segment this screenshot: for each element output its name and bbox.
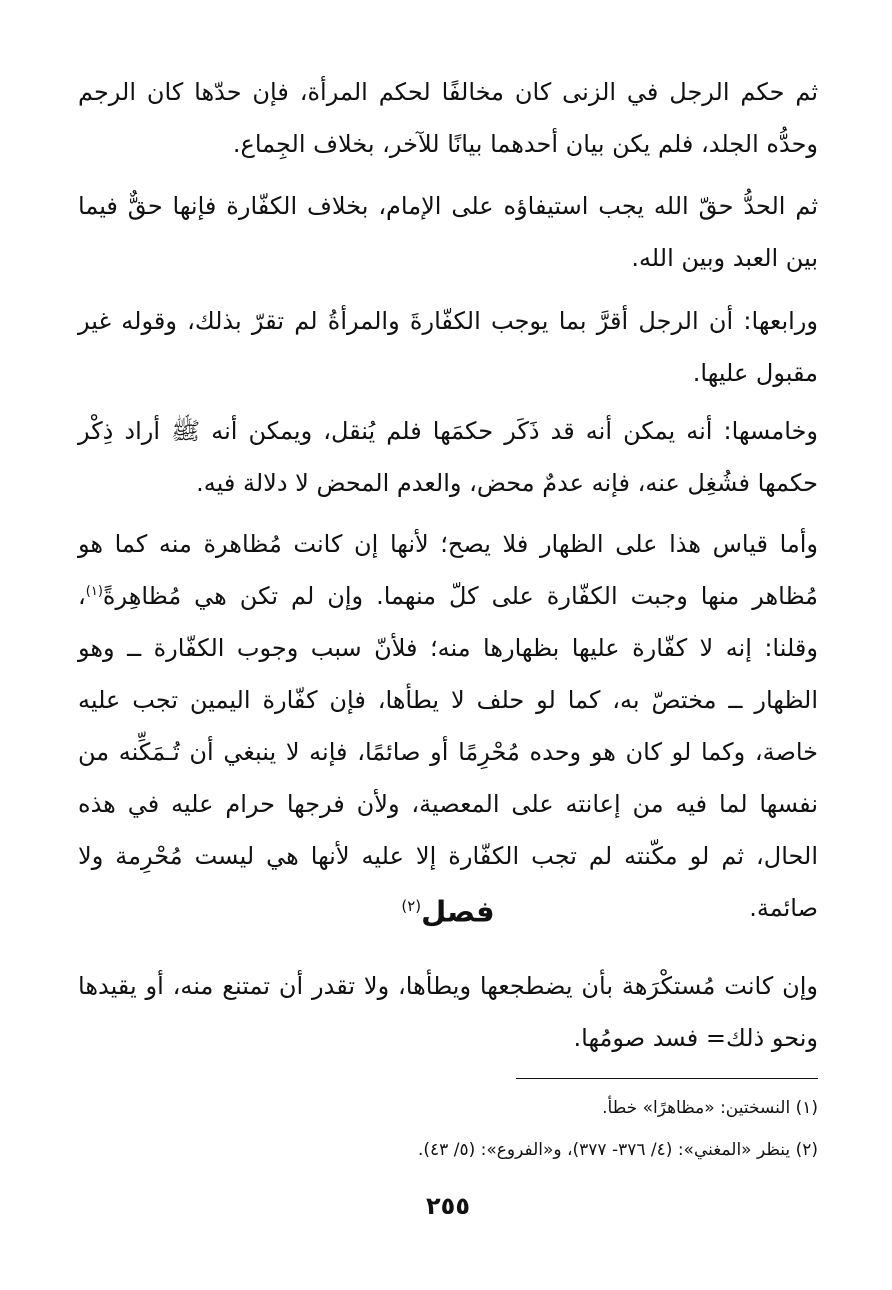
paragraph-2: ثم الحدُّ حقّ الله يجب استيفاؤه على الإمام، بخلاف الكفّارة فإنها حقٌّ فيما بين العبد وبين الله. (78, 192, 818, 272)
footnote-ref-1[interactable]: (١) (85, 584, 103, 599)
paragraph-3: ورابعها: أن الرجل أقرَّ بما يوجب الكفّارةَ والمرأةُ لم تقرّ بذلك، وقوله غير مقبول عليها. (78, 307, 818, 387)
footnote-2: (٢) ينظر «المغني»: (٤/ ٣٧٦- ٣٧٧)، و«الفروع»: (٥/ ٤٣). (418, 1140, 818, 1160)
paragraph-4: وخامسها: أنه يمكن أنه قد ذَكَر حكمَها فلم يُنقل، ويمكن أنه ﷺ أراد ذِكْر حكمها فشُغِل عنه، فإنه عدمٌ محض، والعدم المحض لا دلالة فيه. (78, 417, 818, 497)
page-number: ٢٥٥ (426, 1192, 470, 1220)
paragraph-1: ثم حكم الرجل في الزنى كان مخالفًا لحكم المرأة، فإن حدّها كان الرجم وحدُّه الجلد، فلم يكن بيان أحدهما بيانًا للآخر، بخلاف الجِماع. (78, 78, 818, 158)
footnote-1: (١) النسختين: «مظاهرًا» خطأ. (602, 1098, 818, 1118)
footnote-divider (516, 1078, 818, 1079)
footnote-ref-2[interactable]: (٢) (401, 897, 422, 915)
section-heading-text: فصل (421, 894, 495, 929)
paragraph-5 (78, 518, 818, 934)
page-body (78, 0, 818, 1290)
section-heading (78, 880, 818, 938)
paragraph-6: وإن كانت مُستكْرَهة بأن يضطجعها ويطأها، ولا تقدر أن تمتنع منه، أو يقيدها ونحو ذلك= فسد صومُها. (78, 972, 818, 1052)
paragraph-5-start: وأما قياس هذا على الظهار فلا يصح؛ لأنها إن كانت مُظاهرة منه كما هو مُظاهر منها وجبت الكفّارة على كلّ منهما. وإن لم تكن هي مُظاهِرةً (78, 530, 818, 610)
paragraph-5-rest: ، وقلنا: إنه لا كفّارة عليها بظهارها منه؛ فلأنّ سبب وجوب الكفّارة ــ وهو الظهار ــ مختصّ به، كما لو حلف لا يطأها، فإن كفّارة اليمين تجب عليه خاصة، وكما لو كان هو وحده مُحْرِمًا أو صائمًا، فإنه لا ينبغي أن تُـمَكِّنه من نفسها لما فيه من إعانته على المعصية، ولأن فرجها حرام عليه في هذه الحال، ثم لو مكّنته لم تجب الكفّارة إلا عليه لأنها هي ليست مُحْرِمة ولا صائمة. (78, 582, 818, 922)
